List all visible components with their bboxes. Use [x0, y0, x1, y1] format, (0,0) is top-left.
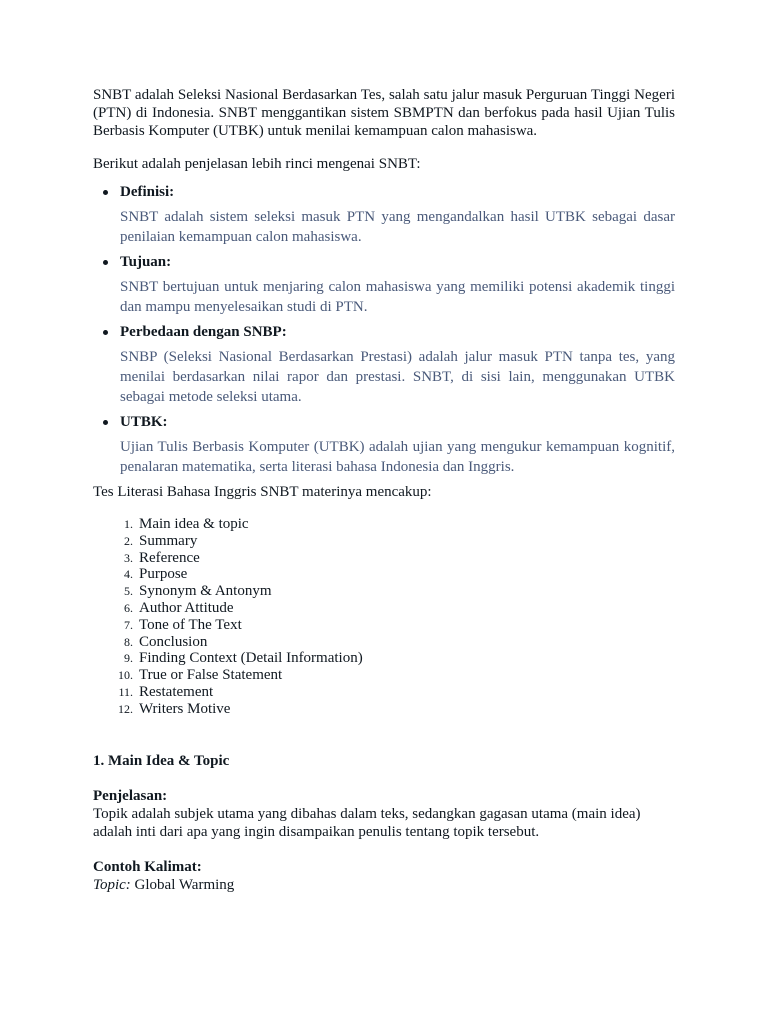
- topic-label: Writers Motive: [139, 700, 231, 717]
- list-item: [93, 583, 675, 600]
- topic-label: Finding Context (Detail Information): [139, 650, 363, 667]
- bullet-icon: [103, 190, 108, 195]
- topic-label: Restatement: [139, 683, 214, 700]
- topic-label: Conclusion: [139, 633, 208, 650]
- bullet-description: SNBT adalah sistem seleksi masuk PTN yang mengandalkan hasil UTBK sebagai dasar penilaian kemampuan calon mahasiswa.: [120, 209, 675, 245]
- scope-sentence: Tes Literasi Bahasa Inggris SNBT materinya mencakup:: [93, 484, 432, 500]
- topic-label: Reference: [139, 549, 200, 566]
- list-number: 1.: [124, 517, 133, 531]
- intro-paragraph: SNBT adalah Seleksi Nasional Berdasarkan Tes, salah satu jalur masuk Perguruan Tinggi Negeri (PTN) di Indonesia. SNBT menggantikan sistem SBMPTN dan berfokus pada hasil Ujian Tulis Berbasis Komputer (UTBK) untuk menilai kemampuan calon mahasiswa.: [93, 87, 675, 139]
- list-number: 9.: [124, 651, 133, 666]
- bullet-icon: [103, 420, 108, 425]
- list-item: [93, 650, 675, 667]
- bullet-description: SNBP (Seleksi Nasional Berdasarkan Prestasi) adalah jalur masuk PTN tanpa tes, yang menilai berdasarkan nilai rapor dan prestasi. SNBT, di sisi lain, menggunakan UTBK sebagai metode seleksi utama.: [120, 349, 675, 405]
- list-number: 8.: [124, 634, 133, 649]
- list-item: [93, 516, 675, 533]
- list-item: [93, 667, 675, 684]
- list-number: 3.: [124, 550, 133, 565]
- list-item: [93, 566, 675, 583]
- list-number: 11.: [118, 684, 133, 699]
- list-item: [93, 684, 675, 701]
- list-number: 2.: [124, 533, 133, 548]
- list-item: [93, 634, 675, 651]
- list-item: [93, 617, 675, 634]
- explanation-block: [93, 787, 675, 841]
- bullet-term: UTBK:: [120, 414, 168, 430]
- topic-label: Author Attitude: [139, 599, 234, 616]
- topic-label: Main idea & topic: [139, 516, 249, 532]
- list-item: [93, 701, 675, 718]
- list-number: 6.: [124, 600, 133, 615]
- list-item: [93, 183, 675, 247]
- bullet-description: Ujian Tulis Berbasis Komputer (UTBK) adalah ujian yang mengukur kemampuan kognitif, penalaran matematika, serta literasi bahasa Indonesia dan Inggris.: [120, 439, 675, 475]
- list-number: 10.: [118, 668, 133, 683]
- topic-label: Purpose: [139, 566, 188, 583]
- bullet-term: Perbedaan dengan SNBP:: [120, 324, 287, 340]
- bullet-description: SNBT bertujuan untuk menjaring calon mahasiswa yang memiliki potensi akademik tinggi dan mampu menyelesaikan studi di PTN.: [120, 279, 675, 315]
- explanation-text: Topik adalah subjek utama yang dibahas dalam teks, sedangkan gagasan utama (main idea) adalah inti dari apa yang ingin disampaikan penulis tentang topik tersebut.: [93, 805, 641, 840]
- list-item: [93, 533, 675, 550]
- list-item: [93, 253, 675, 317]
- example-line: [93, 876, 675, 894]
- section-title: 1. Main Idea & Topic: [93, 752, 230, 769]
- topic-label: Synonym & Antonym: [139, 583, 272, 600]
- topic-label: True or False Statement: [139, 667, 283, 684]
- bullet-term: Definisi:: [120, 184, 175, 200]
- list-number: 7.: [124, 617, 133, 632]
- explanation-heading: Penjelasan:: [93, 787, 168, 804]
- example-heading: Contoh Kalimat:: [93, 858, 202, 875]
- list-item: [93, 550, 675, 567]
- example-block: [93, 858, 675, 894]
- bullet-term: Tujuan:: [120, 254, 172, 270]
- bullet-icon: [103, 260, 108, 265]
- document-page: [93, 86, 675, 911]
- snbt-details-list: [93, 183, 675, 477]
- list-number: 12.: [118, 701, 133, 716]
- list-item: [93, 323, 675, 407]
- example-label: Topic:: [93, 876, 131, 893]
- list-number: 4.: [124, 567, 133, 582]
- list-number: 5.: [124, 584, 133, 599]
- bullet-icon: [103, 330, 108, 335]
- list-item: [93, 413, 675, 477]
- list-item: [93, 600, 675, 617]
- topics-list: [93, 516, 675, 718]
- example-value: Global Warming: [134, 876, 235, 893]
- lead-sentence: Berikut adalah penjelasan lebih rinci mengenai SNBT:: [93, 156, 421, 172]
- topic-label: Tone of The Text: [139, 616, 242, 633]
- topic-label: Summary: [139, 532, 198, 549]
